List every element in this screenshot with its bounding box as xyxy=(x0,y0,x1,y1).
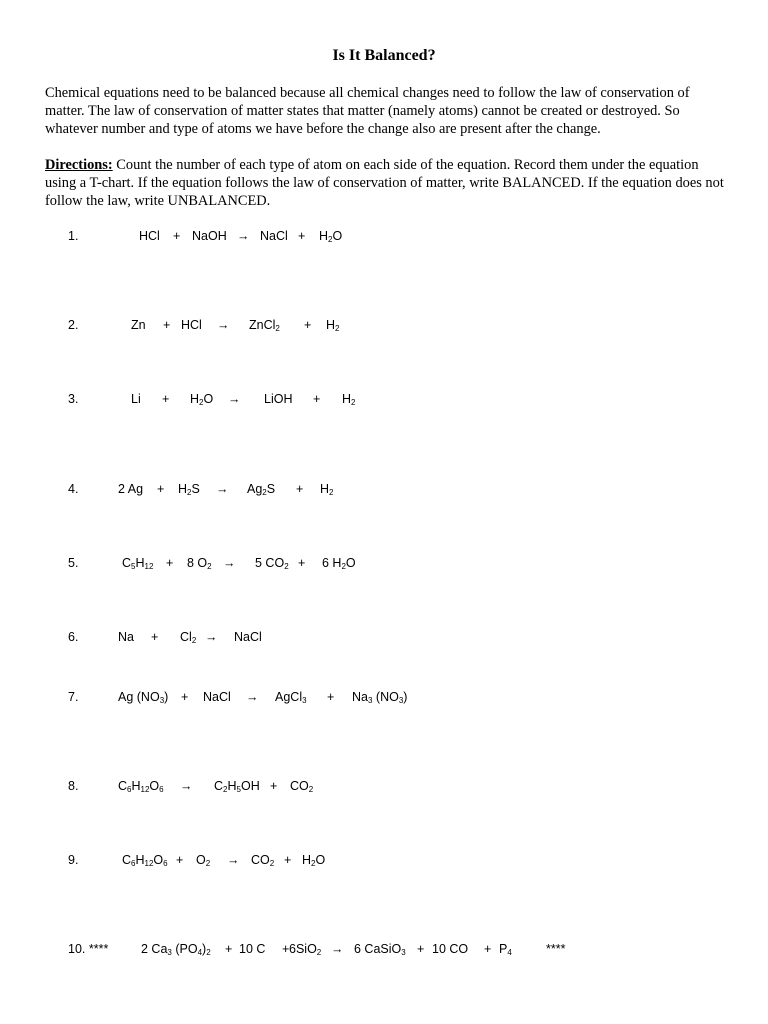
plus-sign: + xyxy=(173,229,181,243)
directions-label: Directions: xyxy=(45,157,113,173)
plus-sign: + xyxy=(417,942,425,956)
plus-sign: + xyxy=(298,229,306,243)
equation-term: NaCl xyxy=(260,229,288,243)
plus-sign: + xyxy=(484,942,492,956)
equation-7 xyxy=(0,688,768,706)
equation-10 xyxy=(0,940,768,958)
equation-term: 5 $CO_2$ xyxy=(255,556,289,571)
equation-term: NaCl xyxy=(203,690,231,704)
yields-arrow-icon: → xyxy=(227,853,240,867)
equation-term: $C_6H_{12}O_6$ xyxy=(118,779,164,794)
equation-term: Ag $(NO_3)$ xyxy=(118,690,169,705)
equation-number: 1. xyxy=(68,229,79,243)
equation-term: $H_2O$ xyxy=(319,229,343,244)
directions-paragraph xyxy=(45,157,727,210)
plus-sign: + xyxy=(163,318,171,332)
plus-sign: + xyxy=(327,690,335,704)
equation-2 xyxy=(0,316,768,334)
plus-sign: + xyxy=(282,942,290,956)
plus-sign: + xyxy=(298,556,306,570)
yields-arrow-icon: → xyxy=(205,630,218,644)
equation-term: $C_2H_5OH$ xyxy=(214,779,260,794)
equation-number: 2. xyxy=(68,318,79,332)
yields-arrow-icon: → xyxy=(223,556,236,570)
equation-term: $Cl_2$ xyxy=(180,630,197,645)
plus-sign: + xyxy=(181,690,189,704)
equation-1 xyxy=(0,227,768,245)
plus-sign: + xyxy=(166,556,174,570)
equation-term: HCl xyxy=(181,318,202,332)
equation-term: 8 $O_2$ xyxy=(187,556,212,571)
equation-number: 9. xyxy=(68,853,79,867)
equation-term: $C_5H_{12}$ xyxy=(122,556,154,571)
plus-sign: + xyxy=(296,482,304,496)
equation-term: Na xyxy=(118,630,134,644)
worksheet-title: Is It Balanced? xyxy=(332,47,436,64)
equation-number: 3. xyxy=(68,392,79,406)
yields-arrow-icon: → xyxy=(216,482,229,496)
yields-arrow-icon: → xyxy=(180,779,193,793)
equation-term: 10 C xyxy=(239,942,266,956)
equation-term: AgCl$_3$ xyxy=(275,690,307,705)
plus-sign: + xyxy=(304,318,312,332)
plus-sign: + xyxy=(176,853,184,867)
plus-sign: + xyxy=(225,942,233,956)
equation-term: $CO_2$ xyxy=(251,853,275,868)
equation-number: 10. **** xyxy=(68,942,109,956)
equation-term: 2 $Ca_3$ $(PO_4)_2$ xyxy=(141,942,211,957)
equation-term: $C_6H_{12}O_6$ xyxy=(122,853,168,868)
yields-arrow-icon: → xyxy=(246,690,259,704)
directions-text: Count the number of each type of atom on each side of the equation. Record them under the equation using a T-chart. If the equation follows the law of conservation of matter, write BALANCED. If the equation does not follow the law, write UNBALANCED. xyxy=(45,157,724,209)
equation-3 xyxy=(0,390,768,408)
equation-term: $H_2$ xyxy=(326,318,340,333)
equation-term: 6 $H_2O$ xyxy=(322,556,356,571)
equation-number: 4. xyxy=(68,482,79,496)
equation-number: 5. xyxy=(68,556,79,570)
equation-5 xyxy=(0,554,768,572)
intro-paragraph: Chemical equations need to be balanced because all chemical changes need to follow the law of conservation of matter. The law of conservation of matter states that matter (namely atoms) cannot be created or destroyed. So whatever number and type of atoms we have before the change also are present after the change. xyxy=(45,85,690,137)
equation-number: 8. xyxy=(68,779,79,793)
equation-term: HCl xyxy=(139,229,160,243)
equation-6 xyxy=(0,628,768,646)
plus-sign: + xyxy=(157,482,165,496)
plus-sign: + xyxy=(151,630,159,644)
equation-number: 6. xyxy=(68,630,79,644)
equation-term: LiOH xyxy=(264,392,293,406)
plus-sign: + xyxy=(270,779,278,793)
equation-term: $H_2$ xyxy=(342,392,356,407)
yields-arrow-icon: → xyxy=(228,392,241,406)
equation-term: $H_2$ xyxy=(320,482,334,497)
equation-term: $P_4$ xyxy=(499,942,512,957)
equation-8 xyxy=(0,777,768,795)
yields-arrow-icon: → xyxy=(237,229,250,243)
equation-term: 6SiO$_2$ xyxy=(289,942,322,957)
equation-term: ZnCl$_2$ xyxy=(249,318,280,333)
plus-sign: + xyxy=(162,392,170,406)
equation-9 xyxy=(0,851,768,869)
equation-term: $Na_3$ $(NO_3)$ xyxy=(352,690,408,705)
equation-term: 6 CaSiO$_3$ xyxy=(354,942,406,957)
plus-sign: + xyxy=(313,392,321,406)
equation-term: $Ag_2S$ xyxy=(247,482,276,497)
yields-arrow-icon: → xyxy=(331,942,344,956)
equation-term: $CO_2$ xyxy=(290,779,314,794)
equation-term: 2 Ag xyxy=(118,482,144,496)
equation-term: NaCl xyxy=(234,630,262,644)
plus-sign: + xyxy=(284,853,292,867)
equation-term: Zn xyxy=(131,318,146,332)
equation-number: 7. xyxy=(68,690,79,704)
equation-term: $H_2O$ xyxy=(302,853,326,868)
equation-term: $H_2O$ xyxy=(190,392,214,407)
yields-arrow-icon: → xyxy=(217,318,230,332)
challenge-marker: **** xyxy=(546,942,566,956)
equation-term: Li xyxy=(131,392,141,406)
equation-term: $O_2$ xyxy=(196,853,211,868)
equation-term: NaOH xyxy=(192,229,227,243)
equation-term: $H_2S$ xyxy=(178,482,200,497)
equation-term: 10 CO xyxy=(432,942,469,956)
equation-4 xyxy=(0,480,768,498)
